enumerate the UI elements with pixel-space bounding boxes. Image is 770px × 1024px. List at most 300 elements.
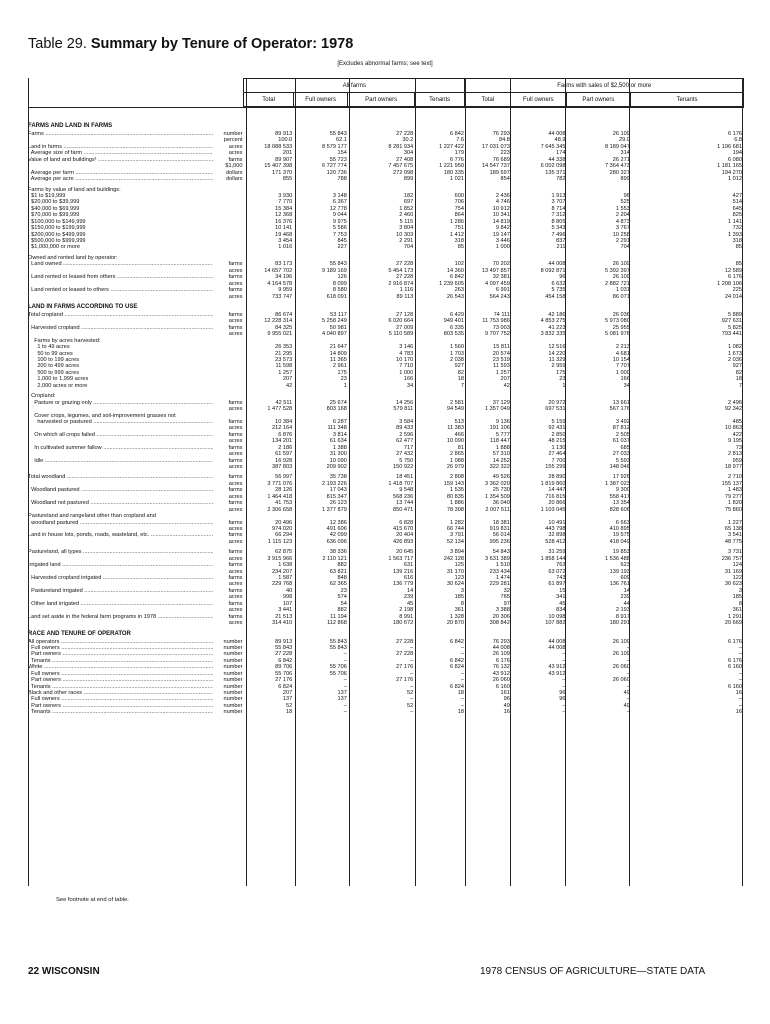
cell-value: 1 357 049 — [484, 406, 510, 413]
cell-value: 485 — [732, 418, 743, 425]
row-label: Harvested cropland irrigated ..... — [28, 575, 213, 581]
cell-value: 3 584 — [399, 418, 414, 425]
row-label: 1,000 to 1,999 acres — [28, 376, 89, 383]
table-row — [28, 464, 744, 470]
row-unit: farms — [228, 457, 243, 464]
cell-value: 212 164 — [272, 425, 293, 432]
cell-value: 2 808 — [449, 474, 464, 481]
cell-value: 574 — [337, 594, 347, 601]
cell-value: 8 — [738, 600, 743, 607]
table-row — [28, 294, 744, 300]
cell-value: 12 516 — [548, 344, 566, 351]
cell-value: 6 663 — [615, 519, 630, 526]
cell-value: 7 457 675 — [388, 163, 414, 170]
row-label: Tenants ..... — [28, 709, 213, 715]
cell-value: 2 291 — [399, 238, 414, 244]
cell-value: 118 447 — [490, 438, 510, 445]
cell-value: 4 746 — [495, 199, 510, 206]
cell-value: 1 388 — [332, 444, 347, 451]
cell-value: 55 706 — [329, 664, 347, 671]
cell-value: 706 — [454, 199, 464, 206]
cell-value: 61 597 — [275, 451, 293, 458]
cell-value: 81 — [457, 444, 464, 451]
cell-value: 9 842 — [495, 225, 510, 232]
cell-value: 7 312 — [551, 212, 566, 219]
cell-value: 1 082 — [728, 344, 743, 351]
cell-value: 1 141 — [728, 218, 743, 225]
cell-value: 3 446 — [495, 238, 510, 244]
cell-value: 850 471 — [392, 506, 414, 513]
row-unit: number — [223, 690, 243, 696]
row-unit — [213, 244, 244, 250]
cell-value: 82 — [735, 369, 743, 376]
cell-value: 242 128 — [443, 555, 464, 562]
row-label: Part owners ..... — [28, 703, 213, 709]
cell-value: 9 548 — [399, 487, 414, 494]
cell-value: 6 828 — [399, 519, 414, 526]
cell-value: 6 176 — [728, 657, 743, 664]
cell-value: 4 783 — [399, 350, 414, 357]
cell-value: 3 441 — [278, 607, 293, 614]
cell-value: 94 549 — [446, 406, 464, 413]
cell-value: 685 — [620, 444, 630, 451]
cell-value: – — [562, 677, 566, 684]
row-label: Land owned ..... — [28, 261, 213, 267]
row-unit: acres — [228, 581, 243, 588]
page-footer-right: 1978 CENSUS OF AGRICULTURE—STATE DATA — [480, 966, 706, 977]
cell-value: 1 393 — [728, 231, 743, 238]
cell-value: 16 — [503, 709, 510, 716]
cell-value: 422 — [732, 431, 743, 438]
cell-value: 1 116 — [399, 287, 414, 294]
row-label: Land rented or leased to others ..... — [28, 287, 213, 293]
cell-value: 31 170 — [446, 568, 464, 575]
cell-value: 514 — [732, 199, 743, 206]
cell-value: 5 825 — [728, 324, 743, 331]
cell-value: 134 201 — [272, 438, 293, 445]
cell-value: 2 038 — [449, 357, 464, 363]
column-header — [28, 78, 744, 107]
cell-value: 6 991 — [495, 287, 510, 294]
row-label: Irrigated land ..... — [28, 562, 213, 568]
cell-value: – — [343, 702, 347, 709]
cell-value: 14 657 702 — [264, 267, 293, 274]
cell-value: 75 860 — [724, 506, 743, 513]
cell-value: 207 — [282, 376, 293, 383]
row-label: 100 to 199 acres — [28, 357, 79, 363]
cell-value: 443 798 — [545, 525, 566, 532]
cell-value: 763 — [556, 562, 566, 569]
cell-value: 137 — [337, 696, 347, 703]
cell-value: 55 706 — [329, 670, 347, 677]
cell-value: 11 329 — [548, 357, 566, 363]
column-header-cell: Total — [244, 93, 294, 107]
cell-value: 44 008 — [492, 644, 510, 651]
cell-value: 2 865 — [449, 451, 464, 458]
cell-value: 1 208 106 — [717, 280, 743, 287]
row-label: $70,000 to $99,999 — [28, 212, 80, 219]
cell-value: 1 181 165 — [717, 163, 743, 170]
cell-value: 14 447 — [548, 487, 566, 494]
cell-value: 6 176 — [495, 657, 510, 664]
cell-value: 361 — [732, 607, 743, 614]
cell-value: 3 731 — [728, 549, 743, 556]
cell-value: 84 325 — [275, 324, 293, 331]
table-title-text: Summary by Tenure of Operator: 1978 — [90, 36, 354, 52]
row-unit: farms — [228, 600, 243, 607]
cell-value: 239 — [620, 594, 630, 601]
cell-value: 314 — [620, 150, 630, 157]
cell-value: – — [562, 657, 566, 664]
cell-value: 697 531 — [545, 406, 566, 413]
cell-value: 236 757 — [721, 555, 743, 562]
cell-value: 85 — [735, 244, 743, 251]
cell-value: 45 — [559, 600, 566, 607]
row-unit: farms — [228, 587, 243, 594]
row-label: Part owners ..... — [28, 651, 213, 657]
column-header-cell: Part owners — [566, 93, 630, 107]
cell-value: 1 227 422 — [439, 143, 464, 150]
cell-value: 63 072 — [548, 568, 566, 575]
cell-value: 8 281 934 — [388, 143, 414, 150]
cell-value: 25 674 — [329, 399, 347, 406]
cell-value: 16 — [735, 709, 743, 716]
cell-value: 5 973 080 — [604, 318, 630, 325]
cell-value: 18 — [457, 376, 464, 383]
cell-value: 618 091 — [326, 293, 347, 300]
cell-value: 837 — [556, 238, 566, 244]
cell-value: 14 360 — [446, 267, 464, 274]
cell-value: 185 — [454, 594, 464, 601]
cell-value: 28 126 — [275, 487, 293, 494]
row-unit: acres — [228, 451, 243, 458]
row-unit: farms — [228, 562, 243, 569]
cell-value: 5 159 — [551, 418, 566, 425]
cell-value: 8 580 — [332, 287, 347, 294]
cell-value: 14 547 737 — [481, 163, 510, 170]
cell-value: 410 895 — [609, 525, 630, 532]
row-unit: number — [223, 670, 243, 677]
cell-value: 85 — [735, 261, 743, 268]
cell-value: 76 293 — [492, 638, 510, 645]
cell-value: 159 143 — [443, 480, 464, 487]
row-unit: acres — [228, 480, 243, 487]
cell-value: 6 727 774 — [321, 163, 347, 170]
header-group-sales: Farms with sales of $2,500 or more — [465, 79, 744, 93]
column-header-cell: Total — [465, 93, 511, 107]
row-unit: acres — [228, 555, 243, 562]
cell-value: 62 365 — [329, 581, 347, 588]
cell-value: 454 158 — [545, 293, 566, 300]
cell-value: – — [410, 683, 414, 690]
cell-value: 10 863 — [724, 425, 743, 432]
cell-value: 426 893 — [392, 538, 414, 545]
cell-value: 166 — [403, 376, 414, 383]
row-label: Total cropland ..... — [28, 312, 213, 318]
column-rule — [742, 78, 743, 886]
row-unit: farms — [228, 575, 243, 581]
cell-value: 318 — [732, 238, 743, 244]
cell-value: 8 189 047 — [604, 143, 630, 150]
cell-value: 139 193 — [609, 568, 630, 575]
column-rule — [629, 78, 630, 886]
cell-value: 26 123 — [329, 500, 347, 507]
cell-value: 1 536 488 — [604, 555, 630, 562]
row-unit: acres — [228, 506, 243, 513]
cell-value: 8 092 871 — [540, 267, 566, 274]
cell-value: 84.8 — [498, 137, 510, 144]
cell-value: 89 907 — [275, 156, 293, 163]
cell-value: 8 917 — [615, 613, 630, 620]
cell-value: 558 417 — [609, 493, 630, 500]
cell-value: 5 081 976 — [604, 331, 630, 338]
cell-value: 3 148 — [332, 192, 347, 199]
row-label: Pasture or grazing only ..... — [28, 400, 213, 406]
cell-value: 15 811 — [493, 344, 510, 351]
cell-value: 48 215 — [548, 438, 566, 445]
row-label: Average per farm ..... — [28, 170, 213, 176]
cell-value: 1 021 — [449, 176, 464, 183]
cell-value: 6 176 — [728, 131, 743, 137]
cell-value: 23 — [340, 587, 347, 594]
cell-value: 6.8 — [734, 137, 743, 144]
row-unit: acres — [228, 267, 243, 274]
cell-value: 9 300 — [615, 487, 630, 494]
cell-value: 27 408 — [396, 156, 414, 163]
cell-value: 7 770 — [278, 199, 293, 206]
cell-value: 1 — [562, 382, 566, 389]
cell-value: 754 — [454, 205, 464, 212]
cell-value: 1 535 — [449, 487, 464, 494]
cell-value: 120 736 — [326, 169, 347, 176]
cell-value: 848 — [337, 575, 347, 581]
cell-value: 26 979 — [446, 464, 464, 470]
cell-value: 80 835 — [446, 493, 464, 500]
cell-value: 5 889 — [728, 311, 743, 318]
cell-value: 11 383 — [447, 425, 464, 432]
cell-value: 2 596 — [399, 431, 414, 438]
cell-value: 3 362 020 — [484, 480, 510, 487]
cell-value: 55 843 — [329, 638, 347, 645]
cell-value: 2 710 — [728, 474, 743, 481]
cell-value: 1 587 — [278, 575, 293, 581]
cell-value: 834 — [556, 607, 566, 614]
cell-value: 42 — [503, 382, 510, 389]
cell-value: 43 912 — [548, 670, 566, 677]
row-label: 1 to 49 acres — [28, 344, 70, 351]
cell-value: 8 — [460, 600, 464, 607]
cell-value: 263 — [454, 287, 464, 294]
cell-value: 13 497 857 — [481, 267, 510, 274]
cell-value: 716 815 — [545, 493, 566, 500]
cell-value: 864 — [454, 212, 464, 219]
cell-value: 2 436 — [495, 192, 510, 199]
row-label: $100,000 to $149,999 — [28, 218, 86, 225]
cell-value: 528 412 — [545, 538, 566, 545]
cell-value: 8 991 — [399, 613, 414, 620]
cell-value: 18 — [286, 709, 293, 716]
cell-value: 1 477 528 — [267, 406, 293, 413]
row-label: Farms ..... — [28, 131, 213, 137]
cell-value: 10 098 — [548, 613, 566, 620]
cell-value: 9 707 752 — [484, 331, 510, 338]
cell-value: 927 — [732, 363, 743, 370]
cell-value: 10 258 — [612, 231, 630, 238]
cell-value: 8 805 — [551, 218, 566, 225]
cell-value: 2 496 — [728, 399, 743, 406]
cell-value: 49 526 — [492, 474, 510, 481]
row-label: Tenants ..... — [28, 658, 213, 664]
row-unit: acres — [228, 568, 243, 575]
cell-value: 66 294 — [275, 532, 293, 539]
cell-value: 42 — [286, 382, 293, 389]
cell-value: 5 777 — [495, 431, 510, 438]
cell-value: 23 — [340, 376, 347, 383]
cell-value: 194 — [732, 150, 743, 157]
cell-value: 27 009 — [396, 324, 414, 331]
cell-value: 123 — [454, 575, 464, 581]
cell-value: 7 — [460, 382, 464, 389]
cell-value: 21 513 — [275, 613, 293, 620]
cell-value: 6 842 — [278, 657, 293, 664]
cell-value: 23 — [559, 376, 566, 383]
cell-value: 92 431 — [548, 425, 566, 432]
cell-value: 1 852 — [399, 205, 414, 212]
cell-value: 185 — [732, 594, 743, 601]
cell-value: 6 776 — [449, 156, 464, 163]
cell-value: 1 418 707 — [388, 480, 414, 487]
cell-value: 18 — [457, 709, 464, 716]
cell-value: 466 — [454, 431, 464, 438]
cell-value: 341 — [556, 594, 566, 601]
row-label: Land set aside in the federal farm programs in 1978 ..... — [28, 614, 213, 620]
cell-value: 15 — [559, 587, 566, 594]
row-label: $500,000 to $999,999 — [28, 238, 86, 244]
cell-value: 18 977 — [724, 464, 743, 470]
column-rule — [349, 78, 350, 886]
cell-value: 803 168 — [326, 406, 347, 413]
cell-value: 7 710 — [399, 363, 414, 370]
cell-value: 15 384 — [275, 205, 293, 212]
row-label: 50 to 99 acres — [28, 350, 73, 357]
row-label: Black and other races ..... — [28, 690, 213, 696]
row-unit: farms — [228, 549, 243, 556]
cell-value: 34 — [406, 382, 414, 389]
cell-value: 5 454 173 — [388, 267, 414, 274]
row-unit: farms — [228, 287, 243, 294]
cell-value: 10 090 — [329, 457, 347, 464]
cell-value: 1 820 — [728, 500, 743, 507]
cell-value: 11 194 — [330, 613, 347, 620]
cell-value: 18 — [735, 376, 743, 383]
cell-value: 26 060 — [612, 664, 630, 671]
table-row — [28, 539, 744, 545]
cell-value: 180 672 — [392, 620, 414, 627]
cell-value: 62 875 — [275, 549, 293, 556]
cell-value: 14 819 — [492, 218, 510, 225]
row-label: In cultivated summer fallow ..... — [28, 445, 213, 451]
row-label: Full owners ..... — [28, 671, 213, 677]
cell-value: 1 913 — [551, 192, 566, 199]
row-label: $40,000 to $69,999 — [28, 205, 80, 212]
row-label: Farms by value of land and buildings: — [28, 186, 121, 193]
cell-value: 20 866 — [548, 500, 566, 507]
cell-value: – — [460, 677, 464, 684]
row-label: Cropland: — [28, 393, 56, 400]
cell-value: 793 441 — [721, 331, 743, 338]
cell-value: 272 098 — [392, 169, 414, 176]
cell-value: 19 853 — [612, 549, 630, 556]
cell-value: 55 843 — [329, 261, 347, 268]
cell-value: 161 — [500, 690, 510, 696]
column-rule — [295, 78, 296, 886]
cell-value: 175 — [556, 369, 566, 376]
cell-value: 12 778 — [329, 205, 347, 212]
cell-value: 1 483 — [728, 487, 743, 494]
cell-value: 2 882 721 — [604, 280, 630, 287]
cell-value: 2 850 — [551, 431, 566, 438]
row-label: 500 to 999 acres — [28, 369, 79, 376]
row-label: White ..... — [28, 664, 213, 670]
cell-value: 30 624 — [446, 581, 464, 588]
cell-value: 89 913 — [275, 131, 293, 137]
cell-value: 600 — [454, 192, 464, 199]
cell-value: 5 750 — [399, 457, 414, 464]
cell-value: 27 176 — [396, 664, 414, 671]
cell-value: 70 202 — [492, 261, 510, 268]
cell-value: 100.0 — [278, 137, 293, 144]
cell-value: 5 586 — [332, 225, 347, 232]
cell-value: 10 141 — [275, 225, 293, 232]
cell-value: 3 791 — [449, 532, 464, 539]
cell-value: 5 343 — [551, 225, 566, 232]
table-row — [28, 383, 744, 389]
cell-value: 3 832 335 — [540, 331, 566, 338]
cell-value: 733 747 — [272, 293, 293, 300]
cell-value: 4 853 275 — [540, 318, 566, 325]
cell-value: 10 912 — [492, 205, 510, 212]
cell-value: 31 259 — [548, 549, 566, 556]
cell-value: – — [343, 683, 347, 690]
cell-value: 16 — [735, 690, 743, 696]
cell-value: 32 898 — [548, 532, 566, 539]
row-label: $150,000 to $199,999 — [28, 225, 86, 232]
cell-value: 2 193 — [615, 607, 630, 614]
cell-value: 44 008 — [548, 638, 566, 645]
cell-value: 27 228 — [396, 651, 414, 658]
cell-value: 3 454 — [278, 238, 293, 244]
cell-value: 825 — [732, 212, 743, 219]
cell-value: 26 353 — [275, 344, 293, 351]
cell-value: 782 — [556, 176, 566, 183]
cell-value: 73 — [735, 444, 743, 451]
cell-value: – — [626, 683, 630, 690]
cell-value: 6 842 — [449, 131, 464, 137]
cell-value: 96 — [559, 696, 566, 703]
cell-value: – — [460, 644, 464, 651]
cell-value: 815 347 — [326, 493, 347, 500]
cell-value: 6 842 — [449, 274, 464, 281]
cell-value: 567 176 — [609, 406, 630, 413]
cell-value: 20 496 — [275, 519, 293, 526]
cell-value: 6 335 — [449, 324, 464, 331]
row-label — [28, 464, 213, 470]
cell-value: 229 768 — [272, 581, 293, 588]
row-unit: number — [223, 696, 243, 703]
cell-value: 239 — [403, 594, 414, 601]
cell-value: 209 902 — [326, 464, 347, 470]
cell-value: 135 371 — [545, 169, 566, 176]
